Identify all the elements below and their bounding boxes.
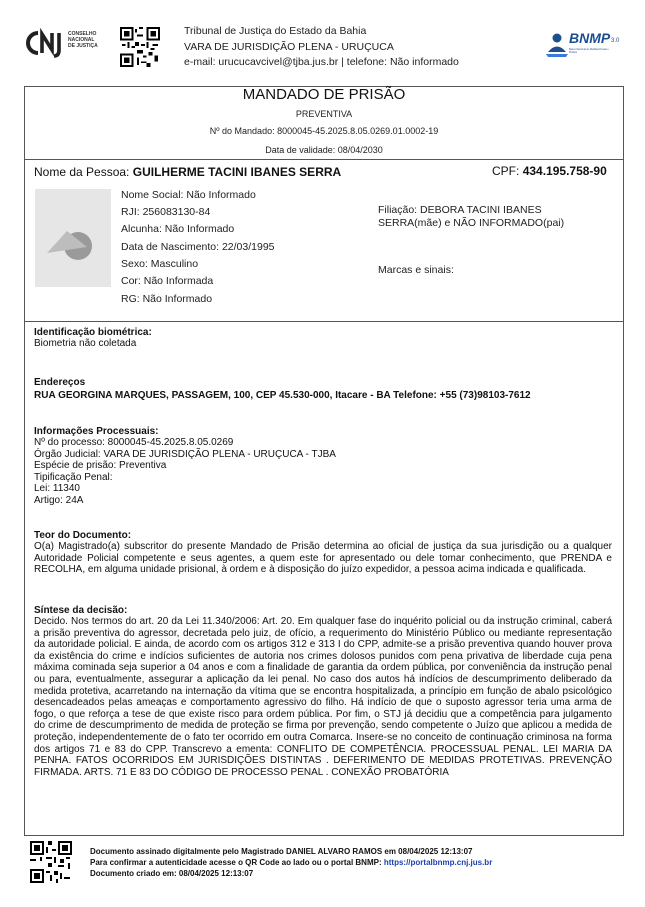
prison-type: Espécie de prisão: Preventiva — [34, 460, 167, 472]
alias: Alcunha: Não Informado — [121, 223, 235, 236]
bnmp-logo-text: BNMP — [569, 30, 611, 46]
bnmp-version: 3.0 — [611, 38, 620, 44]
divider — [25, 159, 623, 160]
rji: RJI: 256083130-84 — [121, 206, 211, 219]
filiation-line2: SERRA(mãe) e NÃO INFORMADO(pai) — [378, 216, 565, 229]
birth-date: Data de Nascimento: 22/03/1995 — [121, 240, 275, 253]
cpf-label: CPF: — [492, 164, 520, 178]
document-title: MANDADO DE PRISÃO — [242, 86, 406, 103]
divider — [25, 321, 623, 322]
cnj-logo — [24, 28, 104, 58]
bnmp-logo — [545, 30, 625, 60]
cnj-logo-mark — [24, 28, 66, 58]
header-court: Tribunal de Justiça do Estado da Bahia — [184, 25, 367, 37]
law-number: Lei: 11340 — [34, 483, 80, 495]
biometric-text: Biometria não coletada — [34, 338, 137, 349]
cnj-org-line3: DE JUSTIÇA — [68, 43, 98, 50]
penal-typification: Tipificação Penal: — [34, 471, 113, 483]
header-qr-code[interactable] — [120, 27, 160, 67]
social-name: Nome Social: Não Informado — [121, 189, 256, 201]
address-text: RUA GEORGINA MARQUES, PASSAGEM, 100, CEP 45.530-000, Itacare - BA Telefone: +55 (73)98103-7612 — [34, 390, 531, 401]
warrant-number: Nº do Mandado: 8000045-45.2025.8.05.0269.01.0002-19 — [209, 126, 439, 136]
footer-qr-code[interactable] — [30, 841, 72, 883]
content-text: O(a) Magistrado(a) subscritor do presente Mandado de Prisão determina ao oficial de justiça da sua jurisdição ou a qualquer Autoridade Policial competente e seus agentes, a quem este for apresentado ou dele tomar conhecimento, que PRENDA e RECOLHA, em alguma unidade prisional, à ordem e à disposição do juízo expedidor, a pessoa acima indicada e qualificada. — [34, 541, 612, 576]
decision-title: Síntese da decisão: — [34, 605, 128, 616]
decision-text: Decido. Nos termos do art. 20 da Lei 11.340/2006: Art. 20. Em qualquer fase do inquérito policial ou da instrução criminal, caberá a prisão preventiva do agressor, decretada pelo juiz, de ofício, a requerimento do Ministério Público ou mediante representação da autoridade policial. E ainda, de acordo com os artigos 312 e 313 I do CPP, admite-se a prisão preventiva quando houver prova da existência do crime e indícios suficientes de autoria nos crimes dolosos punidos com pena privativa de liberdade cuja pena máxima cominada seja superior a 04 anos e com a finalidade de garantia da ordem pública, por conveniência da instrução penal ou para, eventualmente, assegurar a aplicação da lei penal. No caso dos autos há indícios de descumprimento deliberado da medida protetiva, acarretando na internação da vítima que se encontra hospitalizada, a princípio em função de abalo psicológico desencadeados pelas ameaças e comportamento agressivo do filho. Há indício de que o suposto agressor teria uma arma de fogo, o que reforça a tese de que existe risco para ordem pública. Por fim, o STJ já decidiu que a competência para julgamento do crime de descumprimento de medida de proteção se firma por prevenção, sendo competente o Juízo que aplicou a medida de proteção, independentemente de o fato ter ocorrido em outra Comarca. Insere-se no conceito de continuação criminosa na forma dos artigos 71 e 83 do CPP. Transcrevo a ementa: CONFLITO DE COMPETÊNCIA. PROCESSUAL PENAL. LEI MARIA DA PENHA. FATOS OCORRIDOS EM JURISDIÇÕES DISTINTAS . DEFERIMENTO DE MEDIDAS PROTETIVAS. PREVENÇÃO FIRMADA. ARTS. 71 E 83 DO CÓDIGO DE PROCESSO PENAL . CONEXÃO PROBATÓRIA — [34, 616, 612, 778]
header-court-unit: VARA DE JURISDIÇÃO PLENA - URUÇUCA — [184, 40, 394, 53]
rg: RG: Não Informado — [121, 293, 213, 306]
footer-signed: Documento assinado digitalmente pelo Magistrado DANIEL ALVARO RAMOS em 08/04/2025 12:13:07 — [90, 847, 473, 856]
sex: Sexo: Masculino — [121, 257, 199, 270]
bnmp-logo-icon — [545, 32, 569, 58]
cnj-org-line1: CONSELHO — [68, 31, 97, 37]
warrant-frame — [24, 86, 624, 836]
footer-created: Documento criado em: 08/04/2025 12:13:07 — [90, 869, 254, 878]
process-title: Informações Processuais: — [34, 426, 159, 437]
validity-date: Data de validade: 08/04/2030 — [265, 145, 383, 155]
process-organ: Órgão Judicial: VARA DE JURISDIÇÃO PLENA - URUÇUCA - TJBA — [34, 448, 336, 460]
photo-placeholder-icon — [35, 189, 111, 287]
content-title: Teor do Documento: — [34, 530, 132, 541]
article-number: Artigo: 24A — [34, 494, 84, 506]
address-title: Endereços — [34, 377, 86, 388]
person-photo-placeholder — [35, 189, 111, 287]
footer-verify-text: Para confirmar a autenticidade acesse o QR Code ao lado ou o portal BNMP: — [90, 858, 382, 867]
cpf-value: 434.195.758-90 — [522, 164, 607, 178]
cnj-org-line2: NACIONAL — [68, 37, 95, 44]
person-name: GUILHERME TACINI IBANES SERRA — [132, 165, 342, 179]
header-contact: e-mail: urucucavcivel@tjba.jus.br | telefone: Não informado — [184, 56, 459, 68]
document-subtitle: PREVENTIVA — [295, 109, 353, 119]
marks-and-signs: Marcas e sinais: — [378, 264, 454, 276]
bnmp-subtitle: Banco Nacional de Medidas Penais e Prisões — [569, 48, 609, 54]
filiation-line1: Filiação: DEBORA TACINI IBANES — [378, 204, 542, 216]
process-number: Nº do processo: 8000045-45.2025.8.05.0269 — [34, 437, 234, 448]
person-name-label: Nome da Pessoa: — [34, 165, 130, 179]
skin-color: Cor: Não Informada — [121, 275, 214, 288]
portal-link[interactable]: https://portalbnmp.cnj.jus.br — [383, 858, 493, 867]
biometric-title: Identificação biométrica: — [34, 327, 152, 338]
